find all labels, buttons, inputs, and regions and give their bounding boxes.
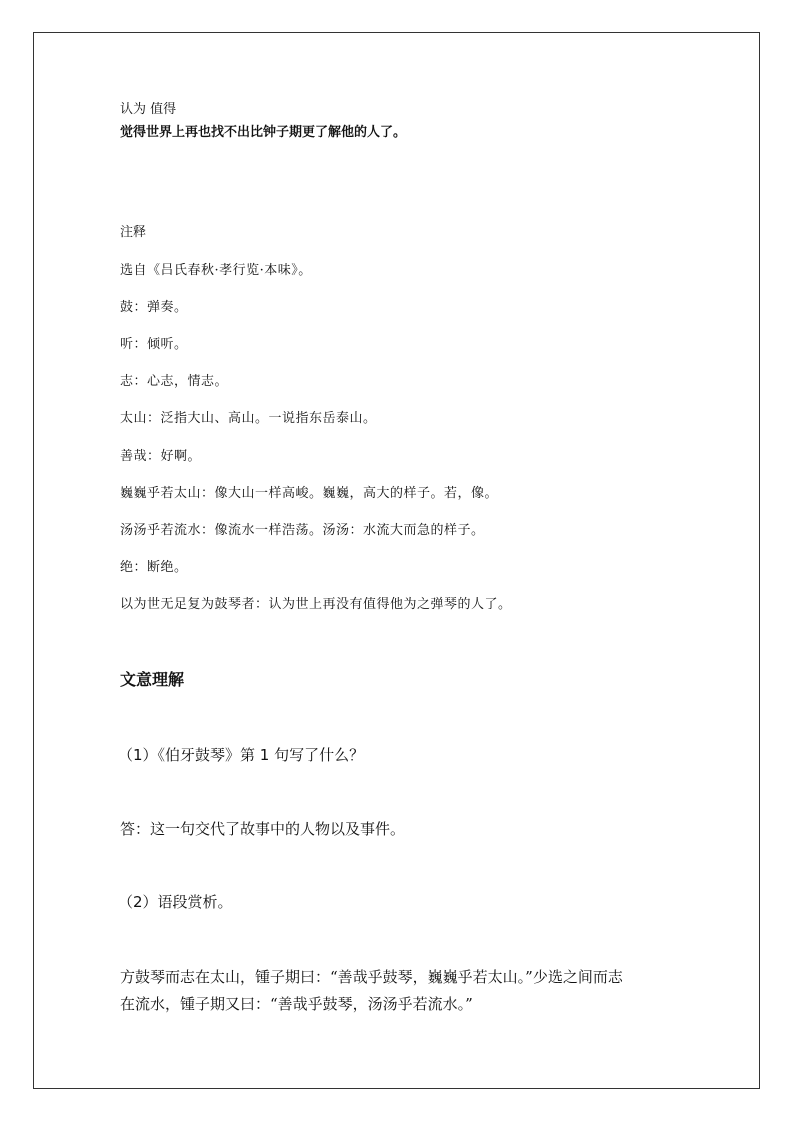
note-item: 绝：断绝。 — [120, 560, 188, 575]
section-heading: 文意理解 — [120, 670, 185, 689]
note-item: 鼓：弹奏。 — [120, 300, 188, 315]
note-item: 巍巍乎若太山：像大山一样高峻。巍巍，高大的样子。若，像。 — [120, 486, 499, 501]
note-item: 听：倾听。 — [120, 337, 188, 352]
note-item: 太山：泛指大山、高山。一说指东岳泰山。 — [120, 411, 377, 426]
notes-title: 注释 — [120, 225, 147, 240]
note-item: 志：心志，情志。 — [120, 374, 229, 389]
answer-1: 答：这一句交代了故事中的人物以及事件。 — [120, 820, 406, 838]
question-2: （2）语段赏析。 — [118, 893, 233, 911]
passage-line: 在流水，锺子期又曰：“善哉乎鼓琴，汤汤乎若流水。” — [120, 995, 473, 1013]
vocab-words: 认为 值得 — [120, 102, 177, 117]
note-item: 善哉：好啊。 — [120, 449, 202, 464]
translation-sentence: 觉得世界上再也找不出比钟子期更了解他的人了。 — [120, 125, 407, 140]
question-1: （1）《伯牙鼓琴》第 1 句写了什么？ — [118, 746, 365, 764]
note-item: 以为世无足复为鼓琴者：认为世上再没有值得他为之弹琴的人了。 — [120, 597, 512, 612]
note-item: 汤汤乎若流水：像流水一样浩荡。汤汤：水流大而急的样子。 — [120, 523, 485, 538]
passage-line: 方鼓琴而志在太山，锺子期曰：“善哉乎鼓琴，巍巍乎若太山。”少选之间而志 — [120, 968, 623, 986]
note-item: 选自《吕氏春秋·孝行览·本味》。 — [120, 263, 312, 278]
